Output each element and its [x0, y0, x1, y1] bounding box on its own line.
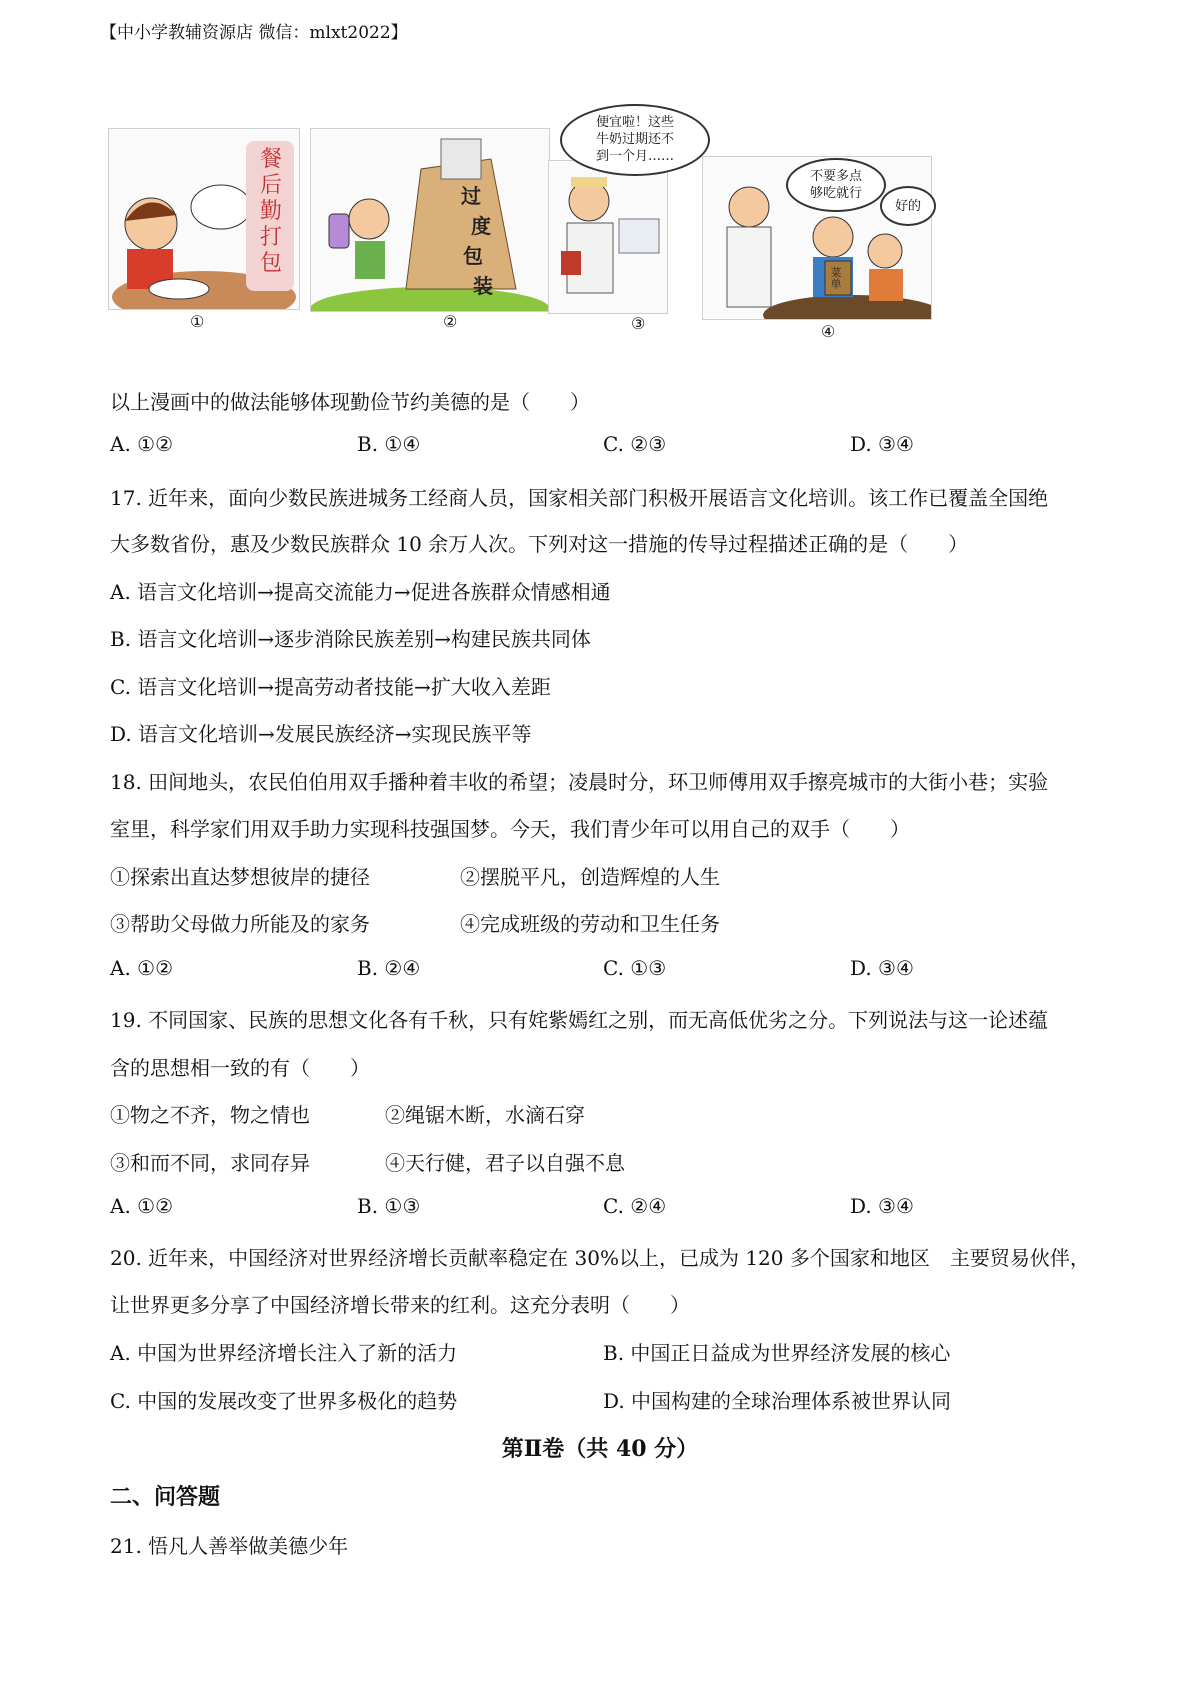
q19-option-a: A. ①② [110, 1194, 174, 1218]
sign-glyph: 包 [259, 251, 282, 276]
sign-glyph: 勤 [259, 199, 282, 224]
menu-label: 菜单 [829, 267, 842, 289]
q18-item-2: ②摆脱平凡，创造辉煌的人生 [460, 865, 720, 889]
cartoon-3-caption: ③ [631, 314, 646, 333]
q19-item-2: ②绳锯木断，水滴石穿 [385, 1103, 585, 1127]
q19-item-4: ④天行健，君子以自强不息 [385, 1151, 625, 1175]
cartoon-2-illustration [311, 129, 549, 311]
q18-option-a: A. ①② [110, 956, 174, 980]
q19-stem-line-2: 含的思想相一致的有（ ） [110, 1056, 370, 1080]
q16-option-c: C. ②③ [603, 432, 667, 456]
q18-option-b: B. ②④ [357, 956, 421, 980]
box-glyph: 度 [471, 214, 491, 238]
q20-stem-line-1: 20. 近年来，中国经济对世界经济增长贡献率稳定在 30%以上，已成为 120 多个国家和地区 主要贸易伙伴， [110, 1246, 1090, 1270]
q19-option-c: C. ②④ [603, 1194, 667, 1218]
q16-option-d: D. ③④ [850, 432, 914, 456]
q17-option-c: C. 语言文化培训→提高劳动者技能→扩大收入差距 [110, 675, 551, 699]
q16-stem: 以上漫画中的做法能够体现勤俭节约美德的是（ ） [110, 390, 590, 414]
sign-glyph: 后 [259, 173, 282, 198]
q18-item-4: ④完成班级的劳动和卫生任务 [460, 912, 720, 936]
cartoon-1 [108, 128, 300, 310]
q17-stem-line-2: 大多数省份，惠及少数民族群众 10 余万人次。下列对这一措施的传导过程描述正确的是（ ） [110, 532, 969, 556]
q19-option-d: D. ③④ [850, 1194, 914, 1218]
q18-item-1: ①探索出直达梦想彼岸的捷径 [110, 865, 370, 889]
q17-option-a: A. 语言文化培训→提高交流能力→促进各族群众情感相通 [110, 580, 611, 604]
q19-item-3: ③和而不同，求同存异 [110, 1151, 310, 1175]
speech-line: 到一个月…… [595, 149, 674, 164]
cartoon-4-speech-bubble-b: 好的 [880, 186, 936, 226]
box-glyph: 过 [461, 184, 481, 208]
q20-option-c: C. 中国的发展改变了世界多极化的趋势 [110, 1389, 458, 1413]
q21-stem: 21. 悟凡人善举做美德少年 [110, 1534, 349, 1558]
q16-option-b: B. ①④ [357, 432, 421, 456]
q18-stem-line-2: 室里，科学家们用双手助力实现科技强国梦。今天，我们青少年可以用自己的双手（ ） [110, 817, 910, 841]
q18-option-d: D. ③④ [850, 956, 914, 980]
speech-line: 不要多点 [809, 169, 862, 184]
q17-option-b: B. 语言文化培训→逐步消除民族差别→构建民族共同体 [110, 627, 591, 651]
cartoon-3-illustration [549, 161, 667, 313]
cartoon-1-caption: ① [190, 312, 205, 331]
q20-stem-line-2: 让世界更多分享了中国经济增长带来的红利。这充分表明（ ） [110, 1293, 690, 1317]
cartoon-2-caption: ② [443, 312, 458, 331]
part-two-title: 第Ⅱ卷（共 40 分） [501, 1436, 699, 1462]
q16-option-a: A. ①② [110, 432, 174, 456]
q20-option-b: B. 中国正日益成为世界经济发展的核心 [603, 1341, 951, 1365]
section-heading: 二、问答题 [110, 1484, 221, 1510]
q18-stem-line-1: 18. 田间地头，农民伯伯用双手播种着丰收的希望；凌晨时分，环卫师傅用双手擦亮城市的大街小巷；实验 [110, 770, 1049, 794]
q20-option-a: A. 中国为世界经济增长注入了新的活力 [110, 1341, 458, 1365]
q18-item-3: ③帮助父母做力所能及的家务 [110, 912, 370, 936]
header-watermark: 【中小学教辅资源店 微信：mlxt2022】 [100, 23, 408, 43]
cartoon-1-sign [249, 147, 293, 277]
cartoon-3-speech-bubble [560, 104, 710, 176]
q18-option-c: C. ①③ [603, 956, 667, 980]
cartoon-2 [310, 128, 550, 312]
cartoon-3 [548, 160, 668, 314]
q20-option-d: D. 中国构建的全球治理体系被世界认同 [603, 1389, 952, 1413]
speech-line: 够吃就行 [809, 186, 862, 201]
cartoon-4-caption: ④ [821, 322, 836, 341]
box-glyph: 包 [463, 244, 483, 268]
q17-stem-line-1: 17. 近年来，面向少数民族进城务工经商人员，国家相关部门积极开展语言文化培训。该工作已覆盖全国绝 [110, 486, 1049, 510]
speech-line: 便宜啦！这些 [595, 115, 674, 130]
q19-stem-line-1: 19. 不同国家、民族的思想文化各有千秋，只有姹紫嫣红之别，而无高低优劣之分。下列说法与这一论述蕴 [110, 1008, 1049, 1032]
box-glyph: 装 [473, 274, 493, 298]
cartoon-4-speech-bubble-a [786, 158, 886, 212]
q19-item-1: ①物之不齐，物之情也 [110, 1103, 310, 1127]
sign-glyph: 餐 [259, 147, 282, 172]
q17-option-d: D. 语言文化培训→发展民族经济→实现民族平等 [110, 722, 532, 746]
q19-option-b: B. ①③ [357, 1194, 421, 1218]
sign-glyph: 打 [259, 225, 282, 250]
speech-line: 牛奶过期还不 [595, 132, 674, 147]
cartoon-2-box-text [461, 181, 493, 301]
